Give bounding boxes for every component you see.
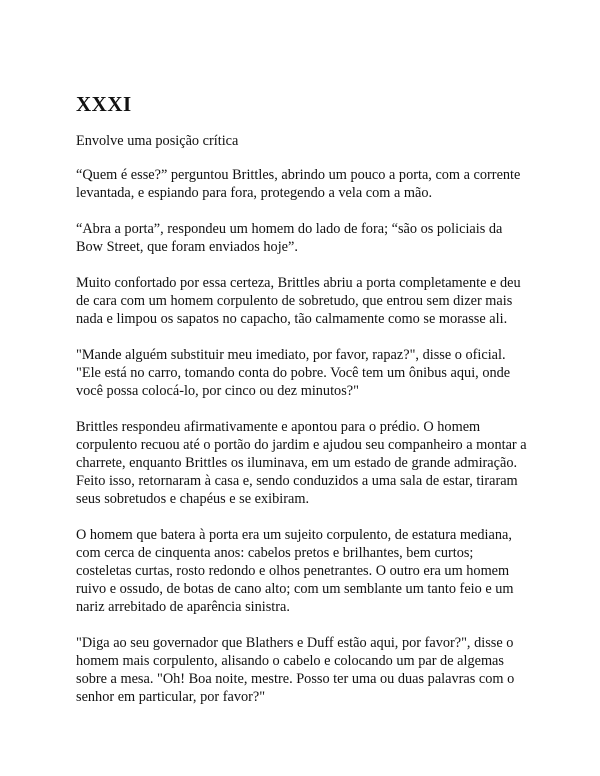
paragraph-5: Brittles respondeu afirmativamente e apontou para o prédio. O homem corpulento recuou até o portão do jardim e ajudou seu companheiro a montar a charrete, enquanto Brittles os iluminava, em um estado de grande admiração. Feito isso, retornaram à casa e, sendo conduzidos a uma sala de estar, tiraram seus sobretudos e chapéus e se exibiram. xyxy=(76,419,527,507)
document-page xyxy=(76,92,528,724)
paragraph-1: “Quem é esse?” perguntou Brittles, abrindo um pouco a porta, com a corrente levantada, e espiando para fora, protegendo a vela com a mão. xyxy=(76,167,521,201)
paragraph-2: “Abra a porta”, respondeu um homem do lado de fora; “são os policiais da Bow Street, que foram enviados hoje”. xyxy=(76,221,503,255)
paragraph-7: "Diga ao seu governador que Blathers e Duff estão aqui, por favor?", disse o homem mais corpulento, alisando o cabelo e colocando um par de algemas sobre a mesa. "Oh! Boa noite, mestre. Posso ter uma ou duas palavras com o senhor em particular, por favor?" xyxy=(76,635,515,705)
paragraph-4: "Mande alguém substituir meu imediato, por favor, rapaz?", disse o oficial. "Ele está no carro, tomando conta do pobre. Você tem um ônibus aqui, onde você possa colocá-lo, por cinco ou dez minutos?" xyxy=(76,347,511,399)
paragraph-3: Muito confortado por essa certeza, Brittles abriu a porta completamente e deu de cara com um homem corpulento de sobretudo, que entrou sem dizer mais nada e limpou os sapatos no capacho, tão calmamente como se morasse ali. xyxy=(76,275,521,327)
chapter-title: XXXI xyxy=(76,92,132,116)
chapter-subtitle: Envolve uma posição crítica xyxy=(76,133,239,149)
paragraph-6: O homem que batera à porta era um sujeito corpulento, de estatura mediana, com cerca de cinquenta anos: cabelos pretos e brilhantes, bem curtos; costeletas curtas, rosto redondo e olhos penetrantes. O outro era um homem ruivo e ossudo, de botas de cano alto; com um semblante um tanto feio e um nariz arrebitado de aparência sinistra. xyxy=(76,527,514,615)
